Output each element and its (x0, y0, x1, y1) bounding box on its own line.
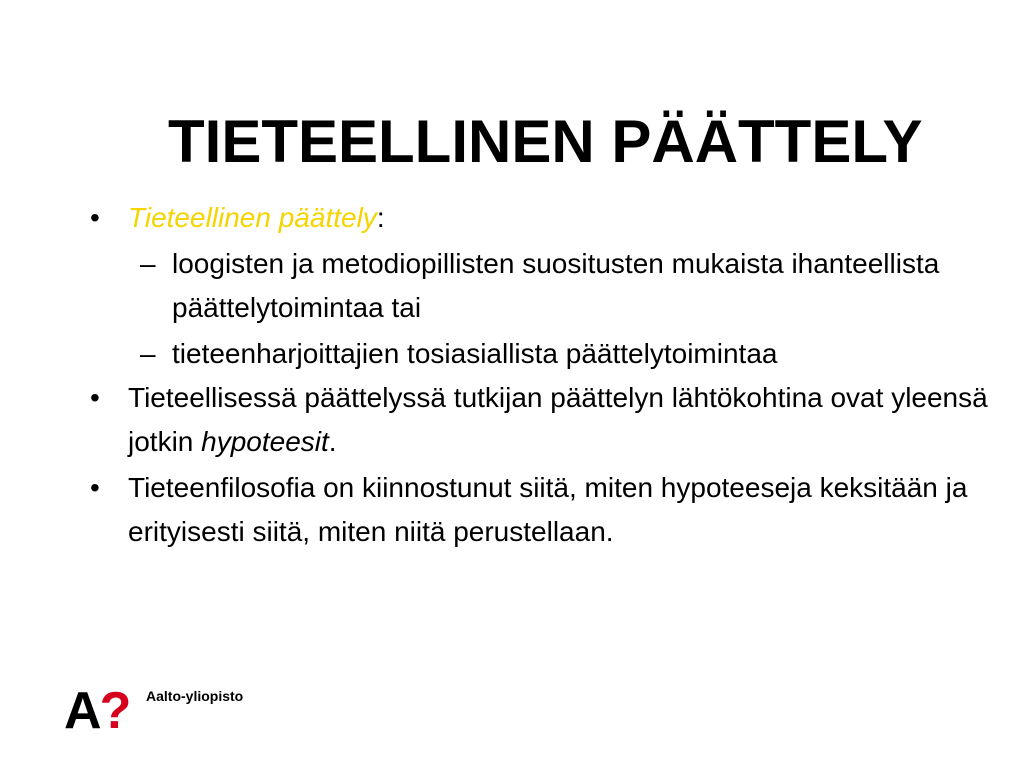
bullet-item (88, 466, 988, 554)
logo-letter: A (64, 682, 100, 740)
bullet-text: Tieteenfilosofia on kiinnostunut siitä, miten hypoteeseja keksitään ja erityisesti siitä, miten niitä perustellaan. (128, 472, 968, 547)
slide-content (88, 196, 988, 556)
bullet-marker: • (90, 382, 100, 413)
bullet-item (88, 196, 988, 240)
sub-bullet-item (88, 332, 988, 376)
sub-bullet-text: tieteenharjoittajien tosiasiallista päättelytoimintaa (172, 338, 778, 369)
bullet-text: Tieteellisessä päättelyssä tutkijan päättelyn lähtökohtina ovat yleensä jotkin (128, 382, 988, 457)
dash-marker: – (140, 338, 156, 369)
dash-marker: – (140, 248, 156, 279)
slide-title: TIETEELLINEN PÄÄTTELY (168, 108, 923, 175)
aalto-logo (64, 682, 304, 740)
bullet-marker: • (90, 202, 100, 233)
highlighted-term: Tieteellinen päättely (128, 202, 377, 233)
logo-mark (64, 682, 130, 740)
bullet-marker: • (90, 472, 100, 503)
sub-bullet-text: loogisten ja metodiopillisten suositusten mukaista ihanteellista päättelytoimintaa tai (172, 248, 940, 323)
bullet-suffix: . (328, 426, 337, 457)
italic-term: hypoteesit (201, 426, 329, 457)
sub-bullet-item (88, 242, 988, 330)
question-mark-icon: ? (99, 682, 130, 740)
bullet-item (88, 376, 988, 464)
bullet-suffix: : (376, 202, 385, 233)
logo-name: Aalto-yliopisto (146, 688, 244, 704)
